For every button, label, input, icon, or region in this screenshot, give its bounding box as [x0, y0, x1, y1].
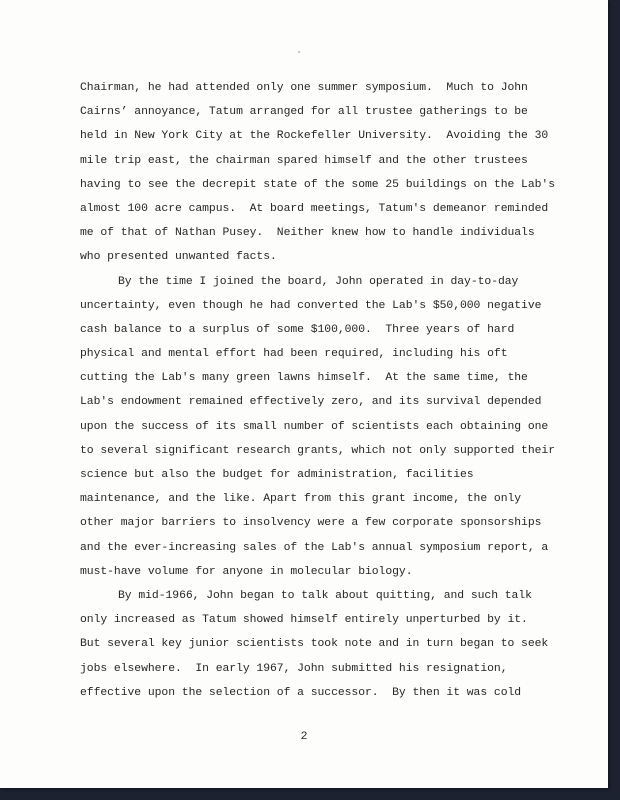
- text-line: Cairns’ annoyance, Tatum arranged for all trustee gatherings to be: [80, 106, 528, 119]
- text-line: effective upon the selection of a successor. By then it was cold: [80, 686, 522, 699]
- text-line: uncertainty, even though he had converted the Lab's $50,000 negative: [80, 299, 542, 312]
- text-line: But several key junior scientists took note and in turn began to seek: [80, 638, 549, 651]
- page-number: 2: [300, 731, 308, 743]
- text-line: Chairman, he had attended only one summer symposium. Much to John: [80, 82, 528, 94]
- text-line: having to see the decrepit state of the some 25 buildings on the Lab's: [80, 178, 555, 191]
- text-line: to several significant research grants, which not only supported their: [80, 444, 555, 457]
- text-line: maintenance, and the like. Apart from this grant income, the only: [80, 493, 522, 506]
- text-line: cutting the Lab's many green lawns himself. At the same time, the: [80, 372, 528, 385]
- text-line: and the ever-increasing sales of the Lab's annual symposium report, a: [80, 541, 549, 554]
- paragraph-first-line: By mid-1966, John began to talk about quitting, and such talk: [118, 589, 532, 602]
- text-line: who presented unwanted facts.: [80, 251, 277, 264]
- text-line: must-have volume for anyone in molecular biology.: [80, 565, 413, 578]
- text-line: mile trip east, the chairman spared himself and the other trustees: [80, 154, 528, 167]
- paper-speck: [298, 51, 300, 53]
- text-line: jobs elsewhere. In early 1967, John submitted his resignation,: [80, 662, 508, 675]
- text-line: Lab's endowment remained effectively zero, and its survival depended: [80, 396, 542, 409]
- paragraph-first-line: By the time I joined the board, John operated in day-to-day: [118, 275, 519, 288]
- text-line: physical and mental effort had been required, including his oft: [80, 348, 508, 361]
- text-line: me of that of Nathan Pusey. Neither knew how to handle individuals: [80, 227, 535, 240]
- text-line: other major barriers to insolvency were a few corporate sponsorships: [80, 517, 542, 530]
- text-line: held in New York City at the Rockefeller University. Avoiding the 30: [80, 130, 549, 143]
- text-line: only increased as Tatum showed himself entirely unperturbed by it.: [80, 614, 528, 627]
- document-body: [80, 76, 555, 705]
- text-line: cash balance to a surplus of some $100,000. Three years of hard: [80, 323, 515, 336]
- text-line: almost 100 acre campus. At board meetings, Tatum's demeanor reminded: [80, 202, 549, 215]
- text-line: science but also the budget for administration, facilities: [80, 469, 474, 481]
- text-line: upon the success of its small number of scientists each obtaining one: [80, 420, 549, 433]
